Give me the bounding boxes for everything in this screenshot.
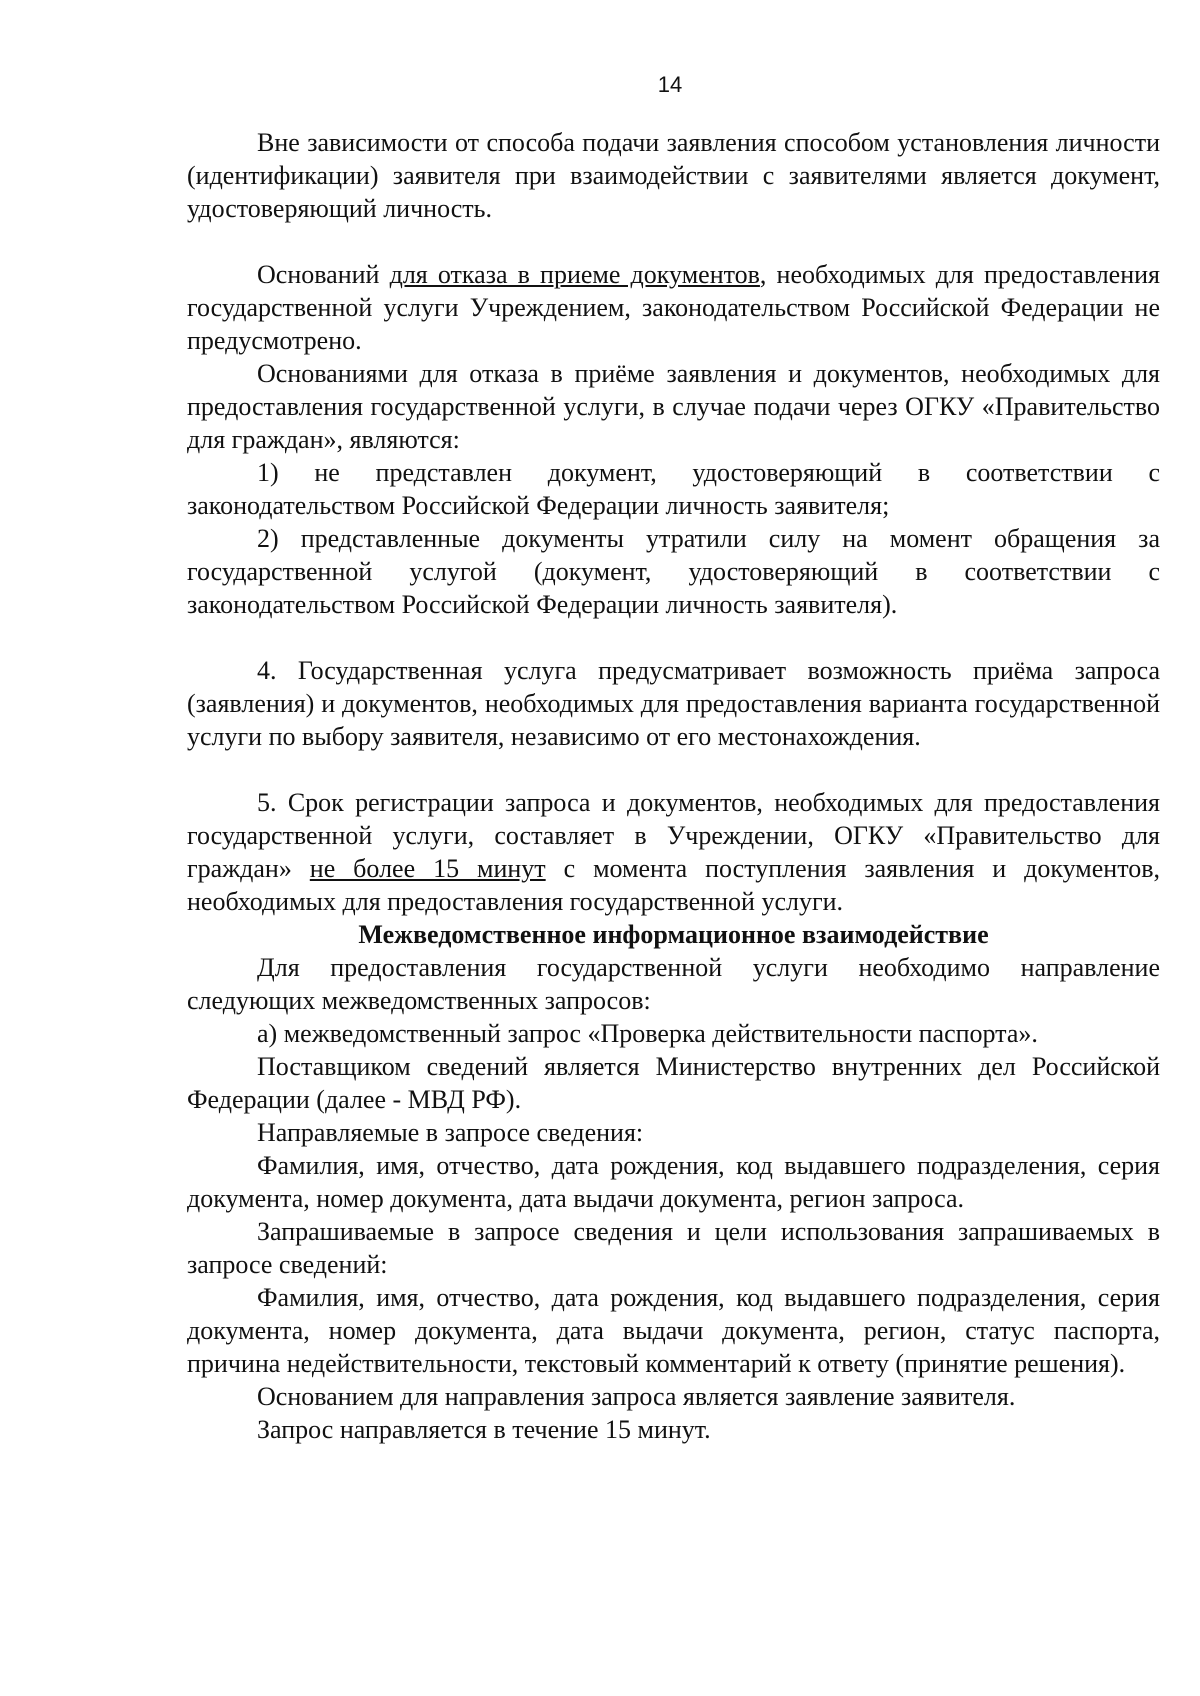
underlined-text: не более 15 минут bbox=[309, 854, 546, 883]
paragraph-item-5 bbox=[187, 786, 1160, 918]
paragraph-sent-info-label: Направляемые в запросе сведения: bbox=[257, 1118, 644, 1147]
paragraph-provider: Поставщиком сведений является Министерство внутренних дел Российской Федерации (далее - МВД РФ). bbox=[187, 1052, 1160, 1114]
paragraph-no-refusal-grounds bbox=[187, 258, 1160, 357]
paragraph-requests-intro: Для предоставления государственной услуги необходимо направление следующих межведомственных запросов: bbox=[187, 953, 1160, 1015]
paragraph-sent-info: Фамилия, имя, отчество, дата рождения, код выдавшего подразделения, серия документа, номер документа, дата выдачи документа, регион запроса. bbox=[187, 1151, 1160, 1213]
paragraph-text: 5. Срок регистрации запроса и документов, необходимых для предоставления государственной услуги, составляет в Учреждении, ОГКУ «Правительство для граждан» bbox=[187, 788, 1160, 883]
paragraph-requested-info: Фамилия, имя, отчество, дата рождения, код выдавшего подразделения, серия документа, номер документа, дата выдачи документа, регион, статус паспорта, причина недействительности, текстовый комментарий к ответу (принятие решения). bbox=[187, 1283, 1160, 1378]
paragraph-text: Оснований bbox=[257, 260, 390, 289]
paragraph-ground-1: 1) не представлен документ, удостоверяющий в соответствии с законодательством Российской Федерации личность заявителя; bbox=[187, 458, 1160, 520]
paragraph-ground-2: 2) представленные документы утратили силу на момент обращения за государственной услугой (документ, удостоверяющий в соответствии с законодательством Российской Федерации личность заявителя). bbox=[187, 524, 1160, 619]
paragraph-text: , необходимых для предоставления государственной услуги Учреждением, законодательством Российской Федерации не предусмотрено. bbox=[187, 260, 1160, 355]
paragraph-request-time: Запрос направляется в течение 15 минут. bbox=[257, 1415, 711, 1444]
page-number: 14 bbox=[657, 72, 683, 97]
paragraph-refusal-grounds: Основаниями для отказа в приёме заявления и документов, необходимых для предоставления государственной услуги, в случае подачи через ОГКУ «Правительство для граждан», являются: bbox=[187, 359, 1160, 454]
document-body bbox=[187, 126, 1160, 1446]
paragraph-text: с момента поступления заявления и документов, необходимых для предоставления государственной услуги. bbox=[187, 854, 1161, 916]
paragraph-item-4: 4. Государственная услуга предусматривает возможность приёма запроса (заявления) и документов, необходимых для предоставления варианта государственной услуги по выбору заявителя, независимо от его местонахождения. bbox=[187, 656, 1160, 751]
underlined-text: для отказа в приеме документов bbox=[389, 260, 760, 289]
paragraph-request-basis: Основанием для направления запроса является заявление заявителя. bbox=[257, 1382, 1016, 1411]
section-heading: Межведомственное информационное взаимодействие bbox=[358, 920, 989, 949]
paragraph-identification: Вне зависимости от способа подачи заявления способом установления личности (идентификации) заявителя при взаимодействии с заявителями является документ, удостоверяющий личность. bbox=[187, 128, 1160, 223]
paragraph-requested-info-label: Запрашиваемые в запросе сведения и цели использования запрашиваемых в запросе сведений: bbox=[187, 1217, 1160, 1279]
paragraph-request-a: а) межведомственный запрос «Проверка действительности паспорта». bbox=[257, 1019, 1038, 1048]
